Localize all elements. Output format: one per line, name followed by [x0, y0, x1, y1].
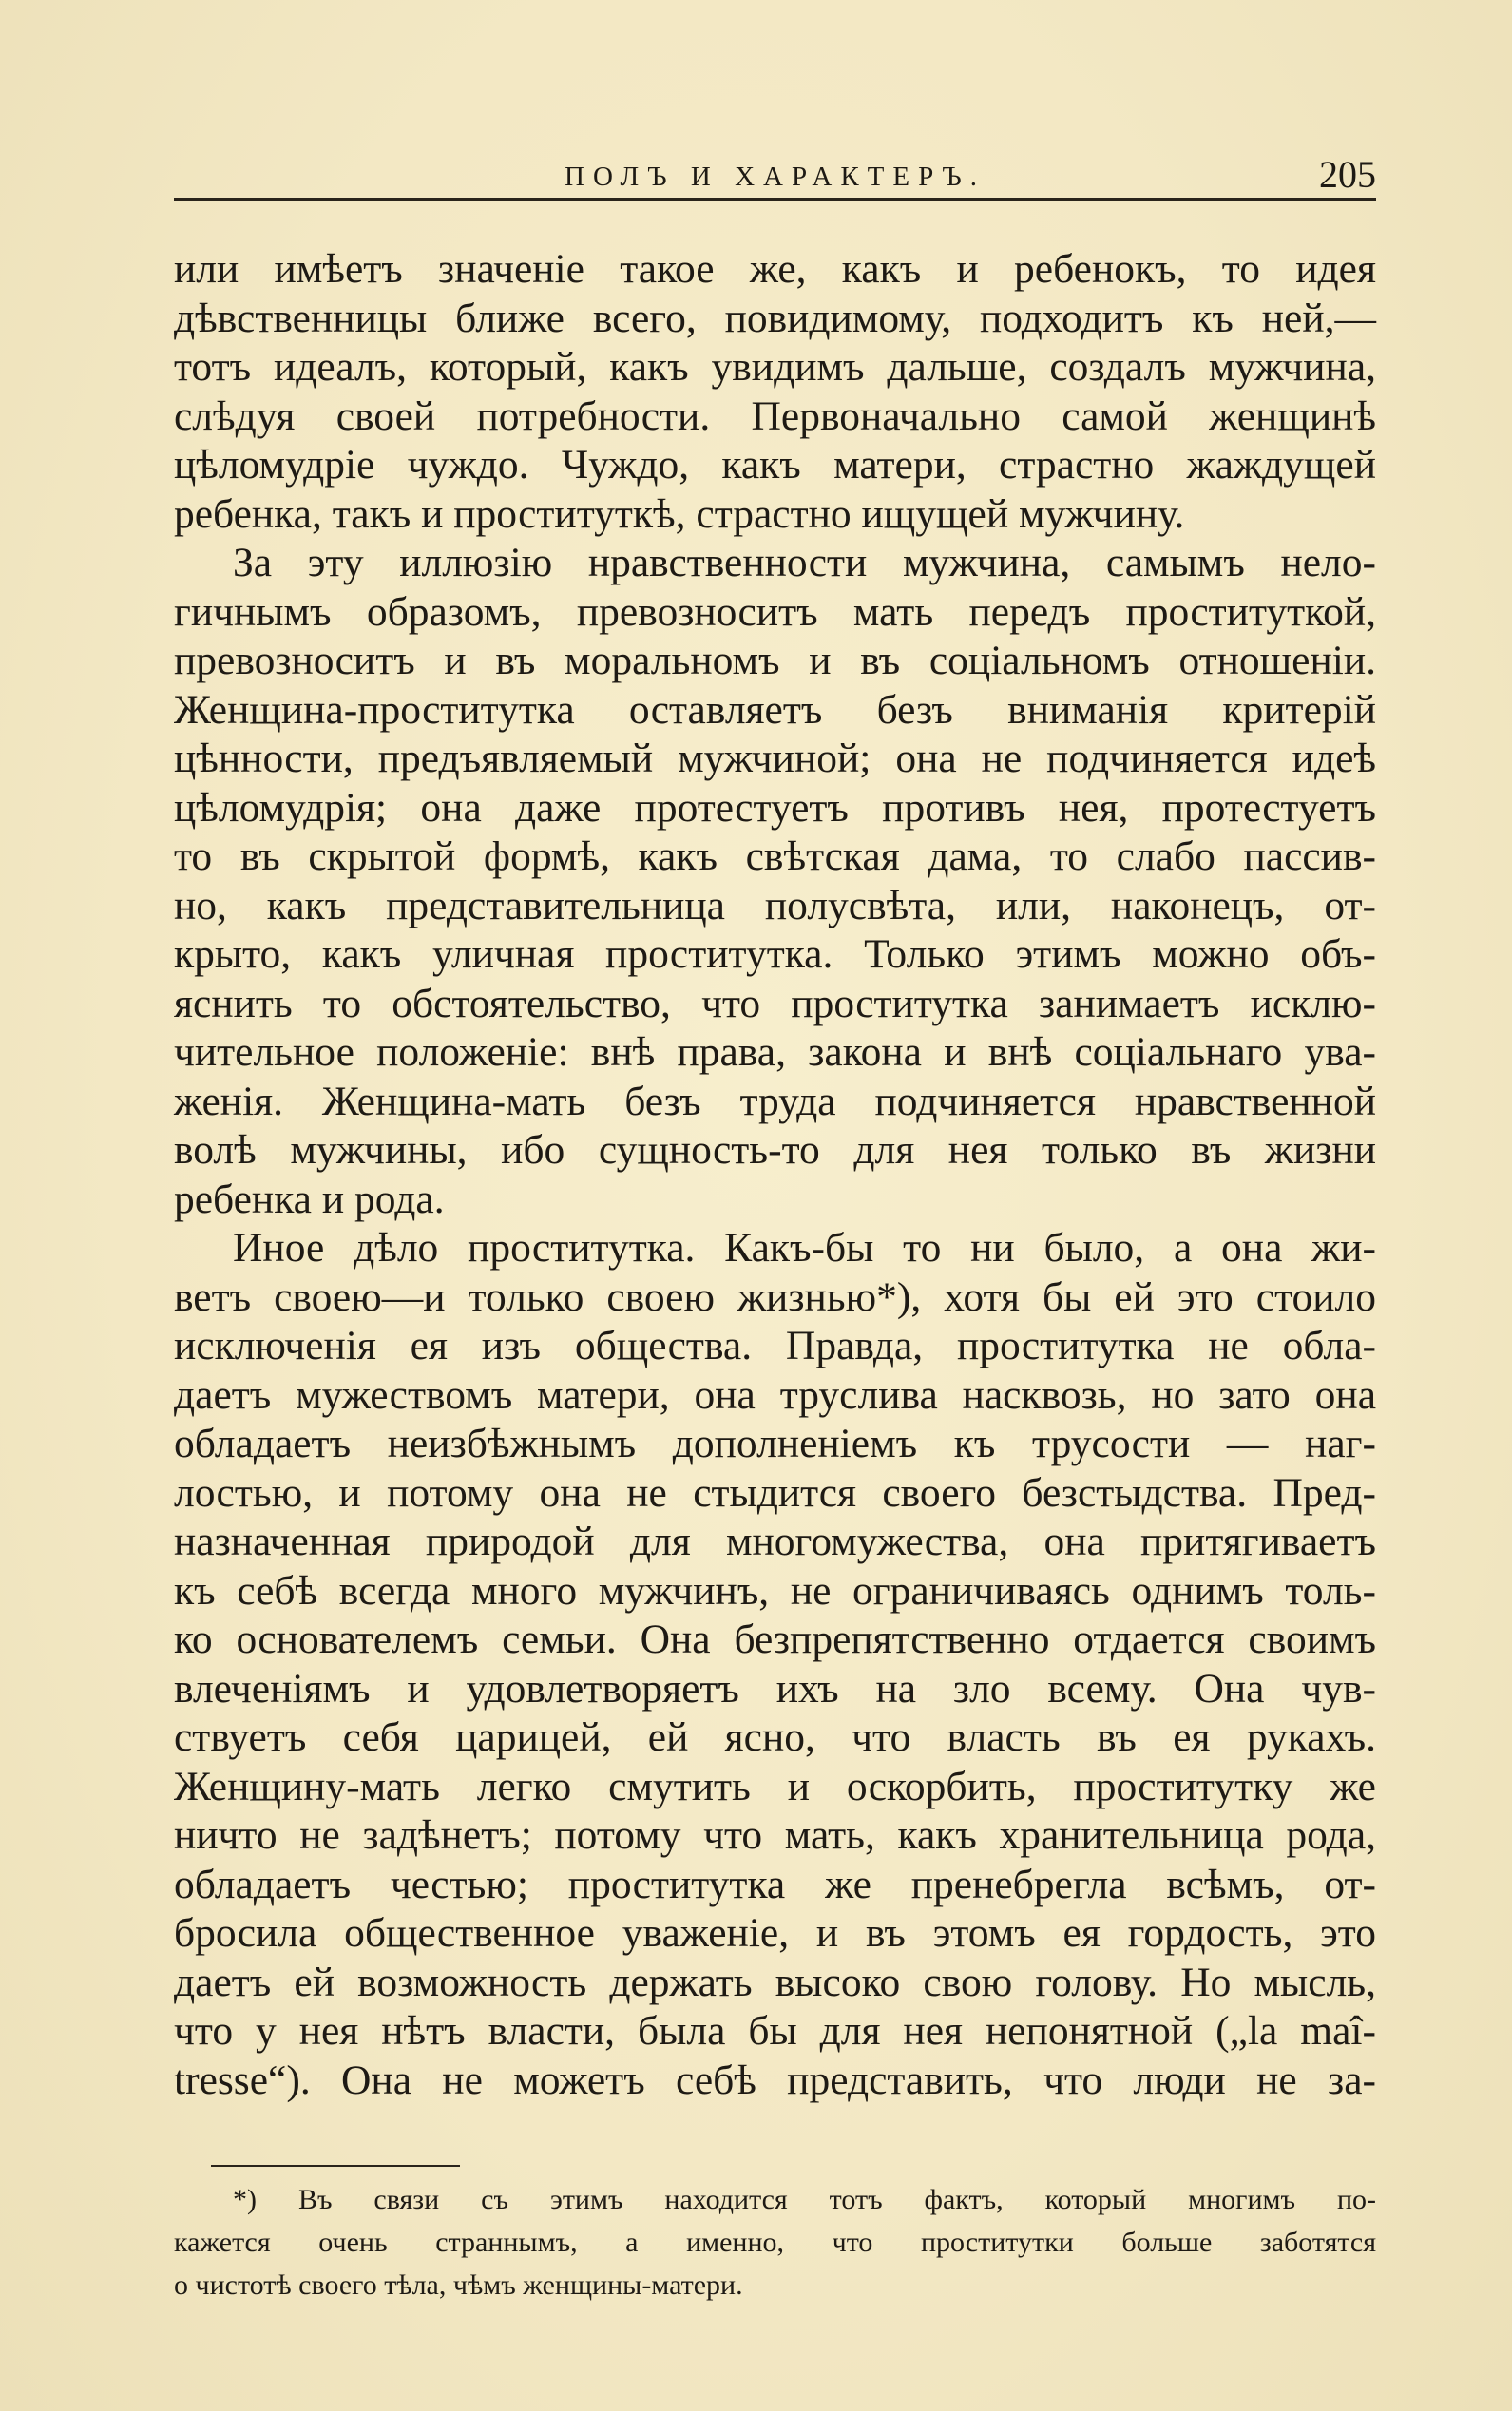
- text-line: обладаетъ честью; проститутка же пренебрегла всѣмъ, от-: [174, 1861, 1376, 1907]
- text-line: даетъ ей возможность держать высоко свою голову. Но мысль,: [174, 1959, 1376, 2005]
- text-line: но, какъ представительница полусвѣта, или, наконецъ, от-: [174, 882, 1376, 928]
- text-line: то въ скрытой формѣ, какъ свѣтская дама, то слабо пассив-: [174, 833, 1376, 879]
- text-line: tresse“). Она не можетъ себѣ представить, что люди не за-: [174, 2057, 1376, 2103]
- running-title: ПОЛЪ И ХАРАКТЕРЪ.: [565, 162, 986, 192]
- paragraph-first-line: Иное дѣло проститутка. Какъ-бы то ни было, а она жи-: [233, 1225, 1376, 1271]
- text-line: влеченіямъ и удовлетворяетъ ихъ на зло всему. Она чув-: [174, 1665, 1376, 1712]
- page-number: 205: [1319, 153, 1376, 196]
- text-line: назначенная природой для многомужества, она притягиваетъ: [174, 1519, 1376, 1564]
- text-line: крыто, какъ уличная проститутка. Только этимъ можно объ-: [174, 931, 1376, 977]
- footnote: [174, 2178, 1376, 2306]
- text-line: ветъ своею—и только своею жизнью*), хотя бы ей это стоило: [174, 1273, 1376, 1320]
- text-line: обладаетъ неизбѣжнымъ дополненіемъ къ трусости — наг-: [174, 1421, 1376, 1466]
- footnote-rule: [211, 2165, 460, 2167]
- text-line: лостью, и потому она не стыдится своего безстыдства. Пред-: [174, 1469, 1376, 1516]
- page-header: [174, 152, 1376, 200]
- text-line: Женщину-мать легко смутить и оскорбить, проститутку же: [174, 1763, 1376, 1809]
- text-line: цѣнности, предъявляемый мужчиной; она не подчиняется идеѣ: [174, 736, 1376, 781]
- text-line: Женщина-проститутка оставляетъ безъ вниманія критерій: [174, 686, 1376, 733]
- text-line: ребенка, такъ и проституткѣ, страстно ищущей мужчину.: [174, 490, 1185, 537]
- text-line: дѣвственницы ближе всего, повидимому, подходитъ къ ней,—: [174, 295, 1376, 341]
- footnote-line: кажется очень страннымъ, а именно, что проститутки больше заботятся: [174, 2227, 1376, 2258]
- text-line: ничто не задѣнетъ; потому что мать, какъ хранительница рода,: [174, 1812, 1376, 1858]
- footnote-line: *) Въ связи съ этимъ находится тотъ фактъ, который многимъ по-: [233, 2184, 1376, 2215]
- text-line: чительное положеніе: внѣ права, закона и внѣ соціальнаго ува-: [174, 1029, 1376, 1075]
- text-line: волѣ мужчины, ибо сущность-то для нея только въ жизни: [174, 1127, 1376, 1173]
- text-line: яснить то обстоятельство, что проститутка занимаетъ исклю-: [174, 980, 1376, 1026]
- text-line: ствуетъ себя царицей, ей ясно, что власть въ ея рукахъ.: [174, 1714, 1376, 1760]
- text-line: или имѣетъ значеніе такое же, какъ и ребенокъ, то идея: [174, 246, 1376, 292]
- text-line: слѣдуя своей потребности. Первоначально самой женщинѣ: [174, 392, 1376, 439]
- text-line: цѣломудрія; она даже протестуетъ противъ нея, протестуетъ: [174, 784, 1376, 831]
- text-line: цѣломудріе чуждо. Чуждо, какъ матери, страстно жаждущей: [174, 442, 1376, 488]
- text-line: женія. Женщина-мать безъ труда подчиняется нравственной: [174, 1078, 1376, 1124]
- body-text: [174, 245, 1376, 2105]
- text-line: ребенка и рода.: [174, 1176, 445, 1222]
- text-line: гичнымъ образомъ, превозноситъ мать передъ проституткой,: [174, 588, 1376, 635]
- text-line: что у нея нѣтъ власти, была бы для нея непонятной („la maî-: [174, 2008, 1376, 2054]
- text-line: къ себѣ всегда много мужчинъ, не ограничиваясь однимъ толь-: [174, 1567, 1376, 1614]
- text-line: превозноситъ и въ моральномъ и въ соціальномъ отношеніи.: [174, 638, 1376, 683]
- paragraph-first-line: За эту иллюзію нравственности мужчина, самымъ нело-: [233, 540, 1376, 585]
- text-line: исключенія ея изъ общества. Правда, проститутка не обла-: [174, 1323, 1376, 1368]
- header-rule: [174, 198, 1376, 201]
- footnote-line: о чистотѣ своего тѣла, чѣмъ женщины-матери.: [174, 2269, 743, 2301]
- text-line: тотъ идеалъ, который, какъ увидимъ дальше, создалъ мужчина,: [174, 344, 1376, 390]
- text-line: даетъ мужествомъ матери, она труслива насквозь, но зато она: [174, 1371, 1376, 1418]
- text-line: ко основателемъ семьи. Она безпрепятственно отдается своимъ: [174, 1617, 1376, 1662]
- text-line: бросила общественное уваженіе, и въ этомъ ея гордость, это: [174, 1910, 1376, 1956]
